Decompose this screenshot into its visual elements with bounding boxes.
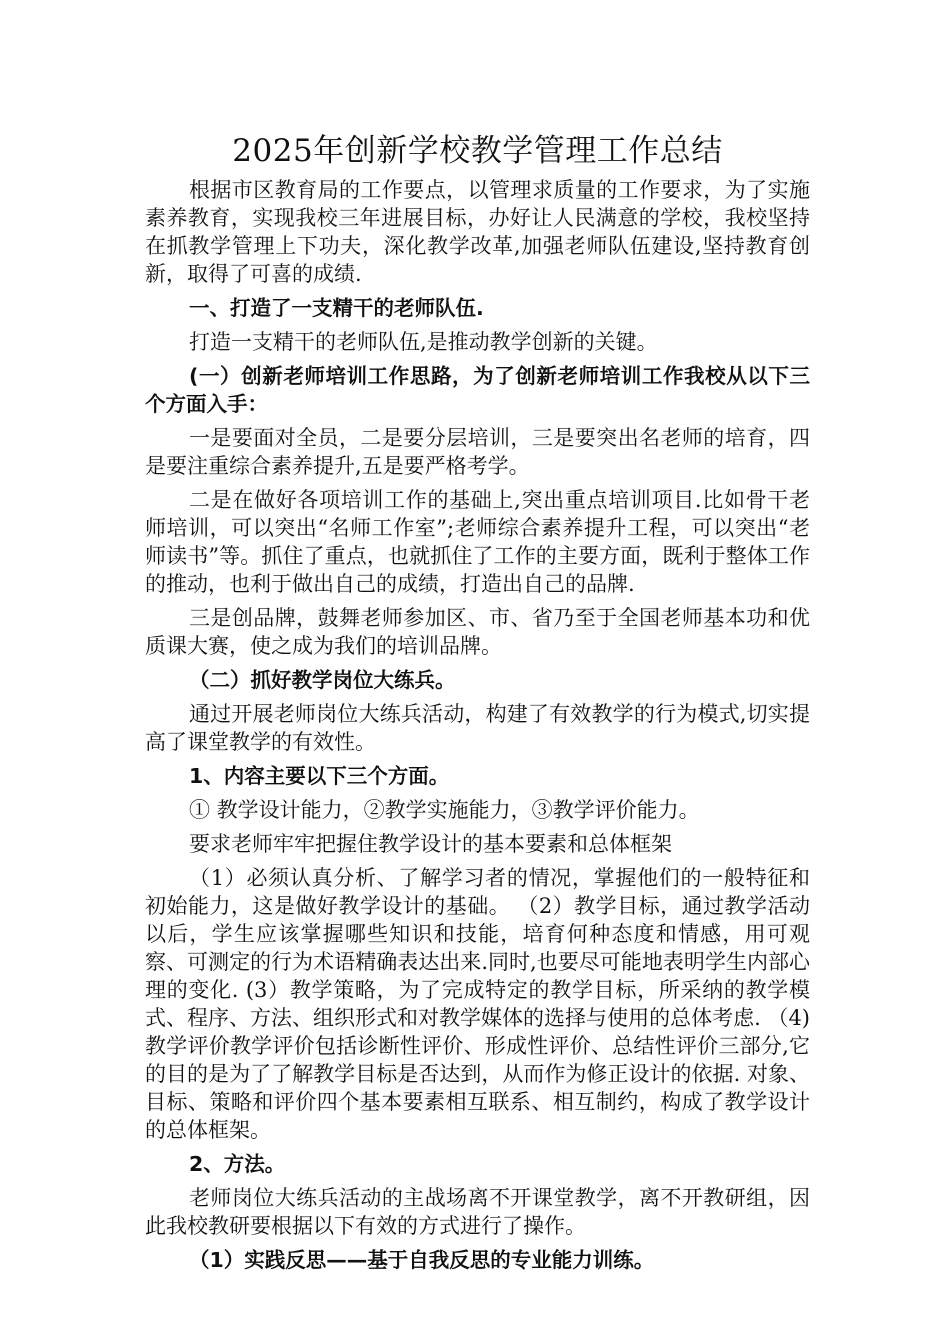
subsection-heading-1: (一）创新老师培训工作思路，为了创新老师培训工作我校从以下三个方面入手： bbox=[145, 364, 810, 416]
body-paragraph: 三是创品牌，鼓舞老师参加区、市、省乃至于全国老师基本功和优质课大赛，使之成为我们的培训品牌。 bbox=[145, 606, 810, 658]
body-paragraph: 二是在做好各项培训工作的基础上,突出重点培训项目.比如骨干老师培训，可以突出“名师工作室”;老师综合素养提升工程，可以突出“老师读书”等。抓住了重点，也就抓住了工作的主要方面，既利于整体工作的推动，也利于做出自己的成绩，打造出自己的品牌. bbox=[145, 488, 810, 596]
body-paragraph: 打造一支精干的老师队伍,是推动教学创新的关键。 bbox=[189, 330, 658, 354]
method-heading-1: （1）实践反思——基于自我反思的专业能力训练。 bbox=[189, 1248, 655, 1272]
body-paragraph: ① 教学设计能力，②教学实施能力，③教学评价能力。 bbox=[189, 798, 700, 822]
item-heading-2: 2、方法。 bbox=[189, 1152, 286, 1176]
body-paragraph: （1）必须认真分析、了解学习者的情况，掌握他们的一般特征和初始能力，这是做好教学设计的基础。 （2）教学目标，通过教学活动以后，学生应该掌握哪些知识和技能，培育何种态度和情感，用可观察、可测定的行为术语精确表达出来.同时,也要尽可能地表明学生内部心理的变化. (3）教学策略，为了完成特定的教学目标，所采纳的教学模式、程序、方法、组织形式和对教学媒体的选择与使用的总体考虑. （4)教学评价教学评价包括诊断性评价、形成性评价、总结性评价三部分,它的目的是为了了解教学目标是否达到，从而作为修正设计的依据. 对象、目标、策略和评价四个基本要素相互联系、相互制约，构成了教学设计的总体框架。 bbox=[145, 866, 810, 1142]
document-title: 2025年创新学校教学管理工作总结 bbox=[232, 133, 723, 169]
body-paragraph: 要求老师牢牢把握住教学设计的基本要素和总体框架 bbox=[189, 832, 672, 856]
body-paragraph: 老师岗位大练兵活动的主战场离不开课堂教学，离不开教研组，因此我校教研要根据以下有效的方式进行了操作。 bbox=[145, 1186, 810, 1238]
item-heading-1: 1、内容主要以下三个方面。 bbox=[189, 764, 450, 788]
document-page bbox=[145, 128, 810, 1274]
section-heading-1: 一、打造了一支精干的老师队伍. bbox=[189, 296, 484, 320]
body-paragraph: 一是要面对全员，二是要分层培训，三是要突出名老师的培育，四是要注重综合素养提升,五是要严格考学。 bbox=[145, 426, 810, 478]
subsection-heading-2: （二）抓好教学岗位大练兵。 bbox=[189, 668, 456, 692]
body-paragraph: 通过开展老师岗位大练兵活动，构建了有效教学的行为模式,切实提高了课堂教学的有效性。 bbox=[145, 702, 810, 754]
intro-paragraph: 根据市区教育局的工作要点，以管理求质量的工作要求，为了实施素养教育，实现我校三年进展目标，办好让人民满意的学校，我校坚持在抓教学管理上下功夫，深化教学改革,加强老师队伍建设,坚持教育创新，取得了可喜的成绩. bbox=[145, 178, 810, 286]
